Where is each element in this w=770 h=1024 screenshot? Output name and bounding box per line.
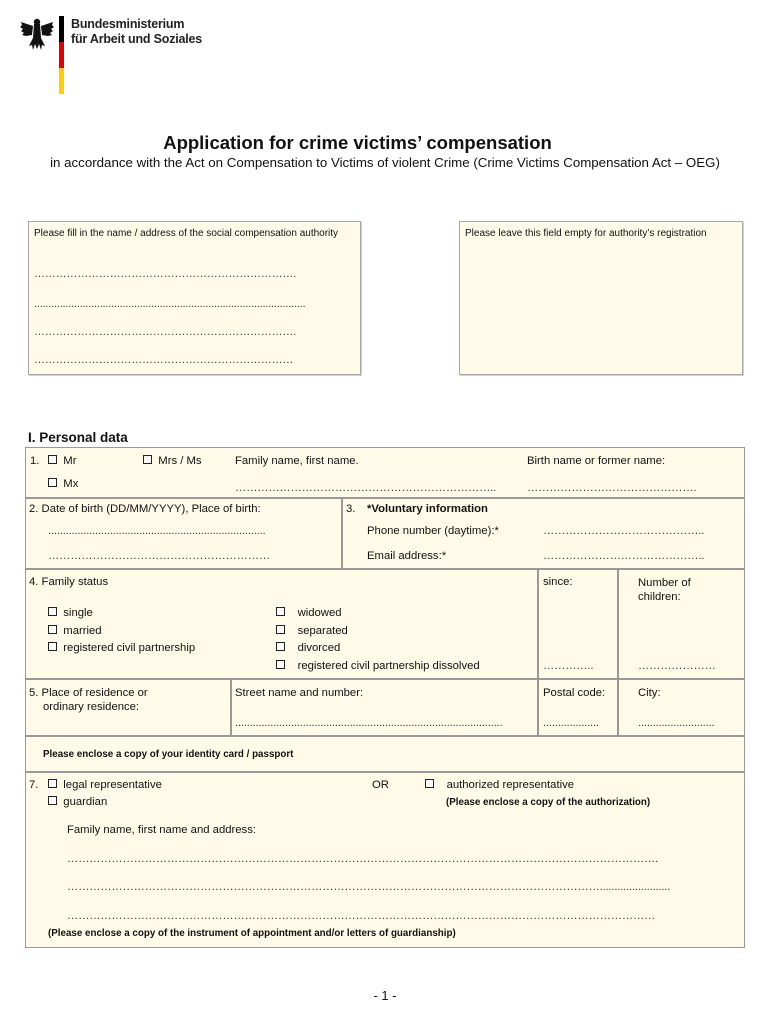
legal-representative-option[interactable]: legal representative — [48, 779, 162, 791]
page-number: - 1 - — [373, 988, 397, 1003]
family-status-cell — [25, 569, 538, 679]
federal-eagle-logo — [20, 16, 54, 54]
phone-field[interactable]: …………………………………….. — [543, 525, 705, 537]
phone-label: Phone number (daytime):* — [367, 525, 499, 537]
dob-label: 2. Date of birth (DD/MM/YYYY), Place of birth: — [29, 503, 261, 515]
checkbox-icon[interactable] — [276, 642, 285, 651]
checkbox-icon[interactable] — [48, 607, 57, 616]
page-subtitle: in accordance with the Act on Compensation to Victims of violent Crime (Crime Victims Compensation Act – OEG) — [50, 155, 720, 170]
since-field[interactable]: ………….. — [543, 660, 594, 672]
address-line[interactable]: ………………………………………………………………. — [34, 326, 297, 338]
rep-address-line[interactable]: ……………………………………………………………………………………………………………………………………………. — [67, 853, 659, 865]
checkbox-icon[interactable] — [276, 607, 285, 616]
children-label: Number of children: — [638, 577, 691, 603]
voluntary-info-cell — [342, 498, 745, 569]
widowed-option[interactable]: widowed — [276, 607, 342, 619]
page-title: Application for crime victims’ compensation — [163, 132, 552, 153]
date-of-birth-cell — [25, 498, 342, 569]
authorized-representative-option[interactable]: authorized representative — [425, 779, 574, 791]
address-line[interactable]: ............................................................................................... — [34, 298, 306, 310]
street-label: Street name and number: — [235, 687, 364, 699]
registered-partnership-option[interactable]: registered civil partnership — [48, 642, 195, 654]
birth-name-label: Birth name or former name: — [527, 455, 666, 467]
address-line[interactable]: ………………………………………………………………. — [34, 268, 297, 280]
separated-option[interactable]: separated — [276, 625, 348, 637]
family-name-label: Family name, first name. — [235, 455, 359, 467]
item-number: 7. — [29, 779, 39, 791]
residence-cell — [25, 679, 231, 736]
checkbox-icon[interactable] — [48, 779, 57, 788]
email-field[interactable]: …………………………………….. — [543, 550, 705, 562]
postal-code-label: Postal code: — [543, 687, 606, 699]
checkbox-icon[interactable] — [48, 478, 57, 487]
checkbox-icon[interactable] — [425, 779, 434, 788]
mr-option[interactable]: Mr — [48, 455, 76, 467]
authorization-note: (Please enclose a copy of the authorization) — [446, 797, 651, 808]
mrs-option[interactable]: Mrs / Ms — [143, 455, 202, 467]
registration-box — [459, 221, 743, 375]
identity-note-row — [25, 736, 745, 772]
ministry-name: Bundesministerium für Arbeit und Soziales — [71, 17, 203, 46]
city-label: City: — [638, 687, 661, 699]
checkbox-icon[interactable] — [48, 625, 57, 634]
family-name-field[interactable]: …………………………………………………………….. — [235, 482, 497, 494]
guardian-option[interactable]: guardian — [48, 796, 107, 808]
address-line[interactable]: ……………………………………………………………… — [34, 354, 294, 366]
salutation-row — [25, 447, 745, 498]
residence-label: 5. Place of residence or — [29, 687, 148, 699]
checkbox-icon[interactable] — [48, 642, 57, 651]
birth-name-field[interactable]: ………………………………………. — [527, 482, 697, 494]
children-cell — [618, 569, 745, 679]
dob-field[interactable]: .......................................................................... — [48, 525, 266, 537]
address-box-label: Please fill in the name / address of the social compensation authority — [34, 228, 339, 239]
partnership-dissolved-option[interactable]: registered civil partnership dissolved — [276, 660, 480, 672]
german-flag-bar — [59, 16, 64, 94]
checkbox-icon[interactable] — [48, 796, 57, 805]
since-cell — [538, 569, 618, 679]
postal-cell — [538, 679, 618, 736]
section-heading-personal-data: I. Personal data — [28, 430, 128, 445]
voluntary-info-title: *Voluntary information — [367, 503, 488, 515]
married-option[interactable]: married — [48, 625, 102, 637]
item-number: 3. — [346, 503, 356, 515]
or-label: OR — [372, 779, 389, 791]
checkbox-icon[interactable] — [48, 455, 57, 464]
rep-name-label: Family name, first name and address: — [67, 824, 256, 836]
city-cell — [618, 679, 745, 736]
email-label: Email address:* — [367, 550, 447, 562]
residence-label-2: ordinary residence: — [43, 701, 140, 713]
guardianship-note: (Please enclose a copy of the instrument of appointment and/or letters of guardianship) — [48, 928, 456, 939]
street-cell — [231, 679, 538, 736]
family-status-label: 4. Family status — [29, 576, 109, 588]
children-field[interactable]: ………………… — [638, 660, 716, 672]
city-field[interactable]: .......................... — [638, 717, 715, 729]
registration-box-label: Please leave this field empty for authority’s registration — [465, 228, 707, 239]
street-field[interactable]: ........................................................................................... — [235, 717, 503, 729]
identity-note: Please enclose a copy of your identity card / passport — [43, 749, 294, 760]
checkbox-icon[interactable] — [276, 625, 285, 634]
authority-address-box[interactable] — [28, 221, 361, 375]
postal-code-field[interactable]: ................... — [543, 717, 599, 729]
mx-option[interactable]: Mx — [48, 478, 78, 490]
representative-row — [25, 772, 745, 948]
birthplace-field[interactable]: …………………………………………………… — [48, 550, 270, 562]
rep-address-line[interactable]: …………………………………………………………………………………………………………………………………………… — [67, 910, 656, 922]
checkbox-icon[interactable] — [276, 660, 285, 669]
item-number: 1. — [30, 455, 40, 467]
single-option[interactable]: single — [48, 607, 93, 619]
rep-address-line[interactable]: ………………………………………………………………………………………………………………………………........................ — [67, 881, 671, 893]
checkbox-icon[interactable] — [143, 455, 152, 464]
since-label: since: — [543, 576, 573, 588]
divorced-option[interactable]: divorced — [276, 642, 340, 654]
